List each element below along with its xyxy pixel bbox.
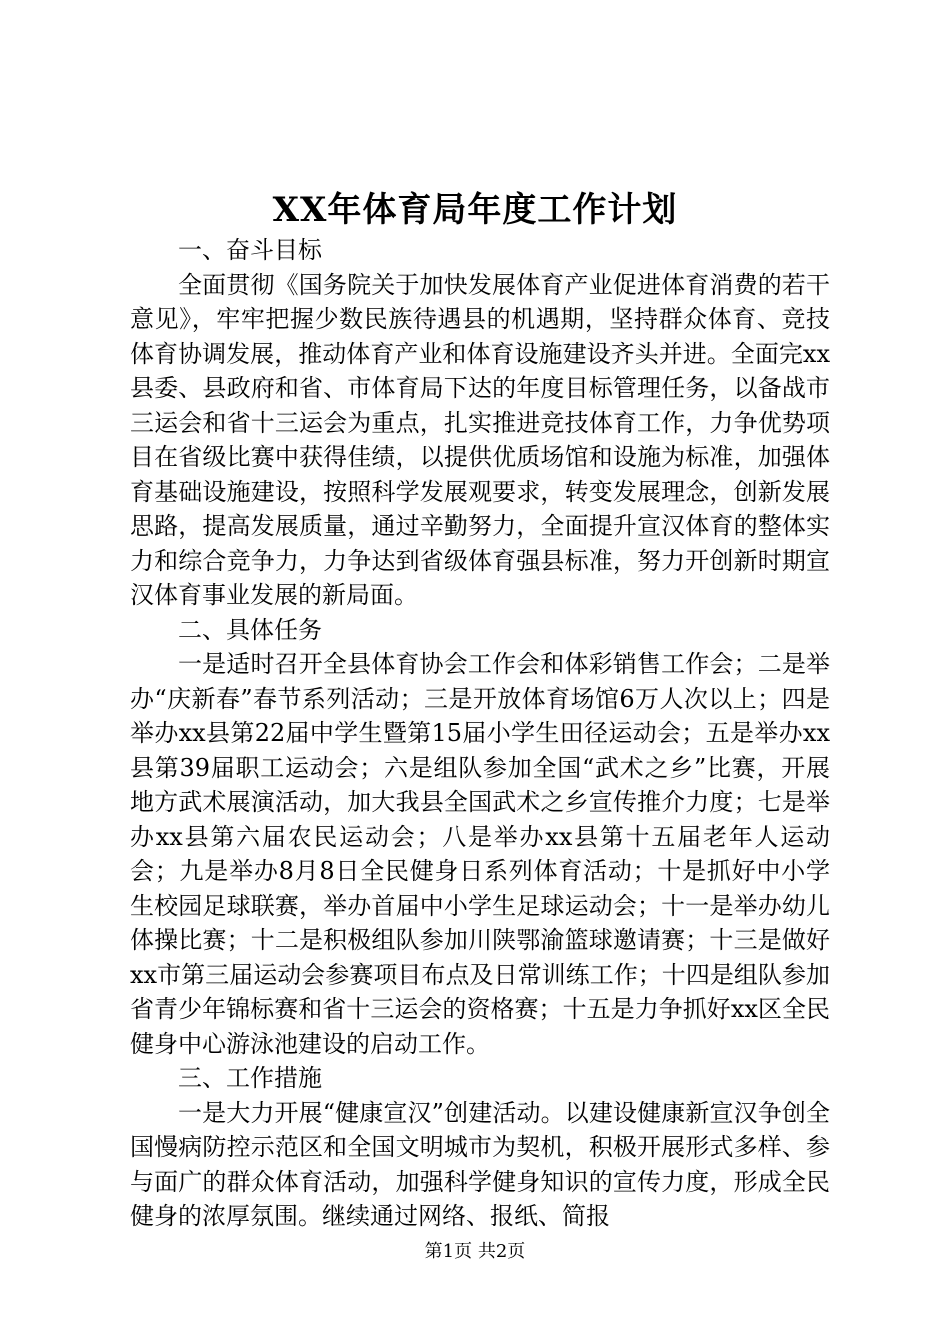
section-paragraph: 全面贯彻《国务院关于加快发展体育产业促进体育消费的若干意见》，牢牢把握少数民族待遇县的机遇期，坚持群众体育、竞技体育协调发展，推动体育产业和体育设施建设齐头并进。全面完xx县委、县政府和省、市体育局下达的年度目标管理任务，以备战市三运会和省十三运会为重点，扎实推进竞技体育工作，力争优势项目在省级比赛中获得佳绩，以提供优质场馆和设施为标准，加强体育基础设施建设，按照科学发展观要求，转变发展理念，创新发展思路，提高发展质量，通过辛勤努力，全面提升宣汉体育的整体实力和综合竞争力，力争达到省级体育强县标准，努力开创新时期宣汉体育事业发展的新局面。 <box>130 270 830 609</box>
section-paragraph: 一是适时召开全县体育协会工作会和体彩销售工作会；二是举办“庆新春”春节系列活动；三是开放体育场馆6万人次以上；四是举办xx县第22届中学生暨第15届小学生田径运动会；五是举办xx县第39届职工运动会；六是组队参加全国“武术之乡”比赛，开展地方武术展演活动，加大我县全国武术之乡宣传推介力度；七是举办xx县第六届农民运动会；八是举办xx县第十五届老年人运动会；九是举办8月8日全民健身日系列体育活动；十是抓好中小学生校园足球联赛，举办首届中小学生足球运动会；十一是举办幼儿体操比赛；十二是积极组队参加川陕鄂渝篮球邀请赛；十三是做好xx市第三届运动会参赛项目布点及日常训练工作；十四是组队参加省青少年锦标赛和省十三运会的资格赛；十五是力争抓好xx区全民健身中心游泳池建设的启动工作。 <box>130 650 830 1058</box>
section-tasks <box>130 613 830 1062</box>
document-title: XX年体育局年度工作计划 <box>272 190 678 230</box>
page-footer: 第1页 共2页 <box>424 1241 526 1262</box>
section-heading: 二、具体任务 <box>178 615 322 644</box>
section-goals <box>130 233 830 613</box>
section-heading: 一、奋斗目标 <box>178 236 322 264</box>
document-body <box>130 233 830 1234</box>
section-paragraph: 一是大力开展“健康宣汉”创建活动。以建设健康新宣汉争创全国慢病防控示范区和全国文明城市为契机，积极开展形式多样、参与面广的群众体育活动，加强科学健身知识的宣传力度，形成全民健身的浓厚氛围。继续通过网络、报纸、简报 <box>130 1098 830 1230</box>
section-measures <box>130 1061 830 1234</box>
section-heading: 三、工作措施 <box>178 1064 322 1092</box>
